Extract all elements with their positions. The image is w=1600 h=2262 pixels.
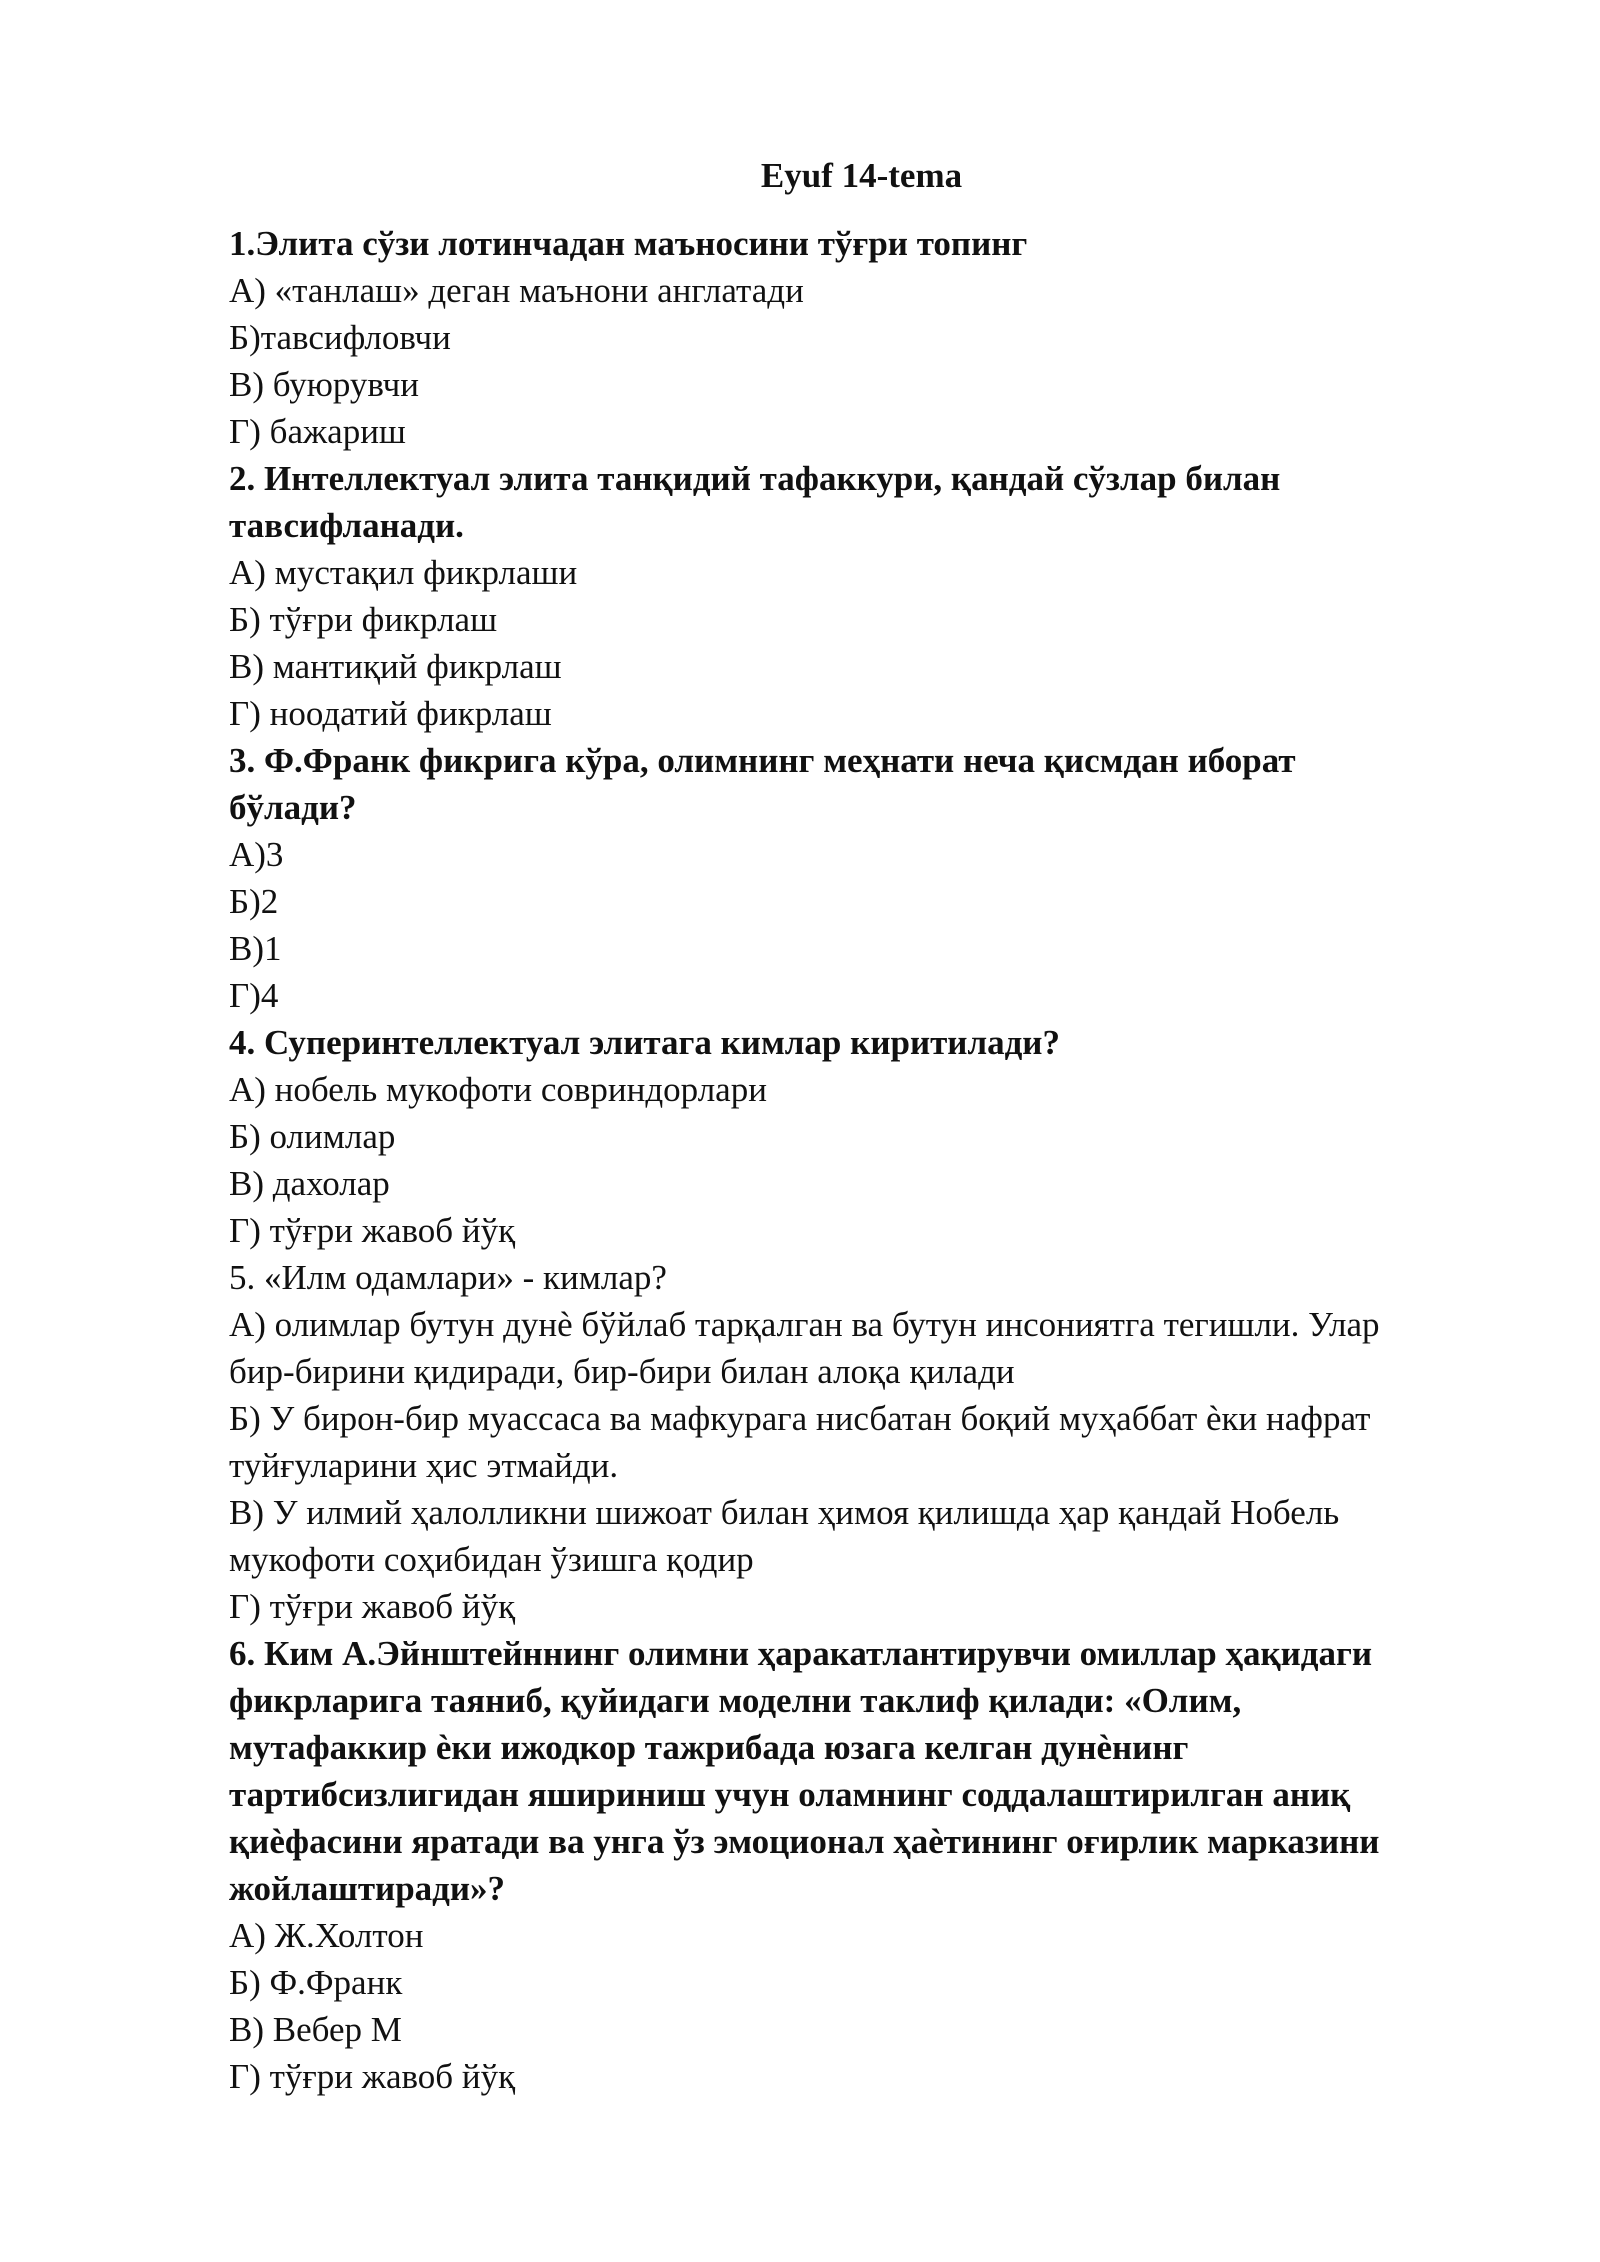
answer-text-line: А)3 (229, 835, 284, 874)
answer-text-line: мукофоти соҳибидан ўзишга қодир (229, 1540, 754, 1579)
answer-text-line: Б)2 (229, 882, 279, 921)
answer-text-line: Б) У бирон-бир муассаса ва мафкурага нисбатан боқий муҳаббат ѐки нафрат (229, 1399, 1371, 1438)
question-text-line: тавсифланади. (229, 506, 464, 545)
answer-text-line: Г) тўғри жавоб йўқ (229, 1587, 516, 1626)
answer-text-line: бир-бирини қидиради, бир-бири билан алоқа қилади (229, 1352, 1015, 1391)
answer-text-line: 5. «Илм одамлари» - кимлар? (229, 1258, 667, 1297)
document-title: Eyuf 14-tema (760, 156, 963, 195)
answer-text-line: Б) олимлар (229, 1117, 396, 1156)
question-list (229, 220, 1499, 2100)
question-text-line: жойлаштиради»? (229, 1869, 506, 1908)
answer-text-line: В) буюрувчи (229, 365, 419, 404)
answer-text-line: Г) ноодатий фикрлаш (229, 694, 552, 733)
answer-text-line: Г) тўғри жавоб йўқ (229, 2057, 516, 2096)
answer-text-line: В)1 (229, 929, 282, 968)
question-text-line: бўлади? (229, 788, 357, 827)
answer-text-line: А) «танлаш» деган маънони англатади (229, 271, 804, 310)
answer-text-line: А) Ж.Холтон (229, 1916, 424, 1955)
answer-text-line: А) олимлар бутун дунѐ бўйлаб тарқалган ва бутун инсониятга тегишли. Улар (229, 1305, 1380, 1344)
answer-text-line: Б)тавсифловчи (229, 318, 451, 357)
question-text-line: қиѐфасини яратади ва унга ўз эмоционал ҳаѐтининг оғирлик марказини (229, 1822, 1380, 1861)
question-text-line: мутафаккир ѐки ижодкор тажрибада юзага келган дунѐнинг (229, 1728, 1189, 1767)
answer-text-line: А) нобель мукофоти совриндорлари (229, 1070, 767, 1109)
question-text-line: 4. Суперинтеллектуал элитага кимлар киритилади? (229, 1023, 1060, 1062)
question-text-line: 6. Ким А.Эйнштейннинг олимни ҳаракатлантирувчи омиллар ҳақидаги (229, 1634, 1373, 1673)
answer-text-line: Г) тўғри жавоб йўқ (229, 1211, 516, 1250)
answer-text-line: В) Вебер М (229, 2010, 402, 2049)
answer-text-line: В) мантиқий фикрлаш (229, 647, 562, 686)
question-text-line: 2. Интеллектуал элита танқидий тафаккури, қандай сўзлар билан (229, 459, 1281, 498)
answer-text-line: туйғуларини ҳис этмайди. (229, 1446, 619, 1485)
answer-text-line: Б) Ф.Франк (229, 1963, 403, 2002)
answer-text-line: В) У илмий ҳалолликни шижоат билан ҳимоя қилишда ҳар қандай Нобель (229, 1493, 1340, 1532)
question-text-line: тартибсизлигидан яшириниш учун оламнинг соддалаштирилган аниқ (229, 1775, 1351, 1814)
question-text-line: фикрларига таяниб, қуйидаги моделни таклиф қилади: «Олим, (229, 1681, 1242, 1720)
answer-text-line: Б) тўғри фикрлаш (229, 600, 498, 639)
question-text-line: 1.Элита сўзи лотинчадан маъносини тўғри топинг (229, 224, 1028, 263)
answer-text-line: В) дахолар (229, 1164, 390, 1203)
answer-text-line: Г)4 (229, 976, 279, 1015)
question-text-line: 3. Ф.Франк фикрига кўра, олимнинг меҳнати неча қисмдан иборат (229, 741, 1296, 780)
answer-text-line: Г) бажариш (229, 412, 406, 451)
answer-text-line: А) мустақил фикрлаши (229, 553, 578, 592)
